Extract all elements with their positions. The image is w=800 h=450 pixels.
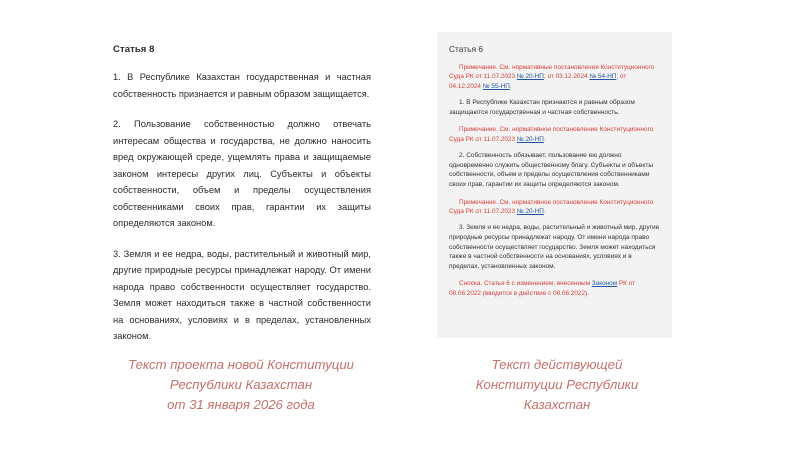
- left-paragraph-1: 1. В Республике Казахстан государственная и частная собственность признается и равным образом защищается.: [113, 72, 371, 99]
- legal-text-segment: РК от 08.06.2022 (вводится в действие с 08.06.2022).: [449, 280, 636, 297]
- legal-text-segment: Примечание. См. нормативное постановление Конституционного Суда РК от 11.07.2023: [449, 198, 654, 215]
- left-paragraph-3: 3. Земля и ее недра, воды, растительный и животный мир, другие природные ресурсы принадлежат народу. От имени народа право собственности осуществляет государство. Земля может находиться также в частной собственности на основаниях, условиях и в пределах, установленных законом.: [113, 248, 371, 341]
- legal-text-segment: Примечание. См. нормативное постановление Конституционного Суда РК от 11.07.2023: [449, 126, 654, 143]
- legal-note-3: [449, 125, 660, 144]
- legal-reference-link[interactable]: № 20-НП: [516, 135, 544, 143]
- legal-text-segment: .: [543, 208, 546, 215]
- left-caption-line-1: Текст проекта новой Конституции: [127, 357, 355, 372]
- legal-note-1: [449, 63, 660, 91]
- right-caption-line-2: Конституции Республики: [475, 377, 639, 392]
- right-blocks-container: [449, 63, 660, 298]
- legal-paragraph-4: [449, 151, 660, 189]
- legal-text-segment: ; от 04.12.2024: [449, 73, 627, 90]
- legal-reference-link[interactable]: № 20-НП: [516, 208, 544, 215]
- legal-text-segment: 2. Собственность обязывает, пользование ею должно одновременно служить общественному благу. Субъекты и объекты собственности, объем и пределы осуществления собственниками своих прав, гарантии их защиты определяются законом.: [449, 152, 653, 188]
- legal-paragraph-6: [449, 223, 660, 271]
- legal-text-segment: .: [509, 82, 512, 90]
- legal-reference-link[interactable]: № 20-НП: [516, 73, 544, 81]
- left-article-heading: Статья 8: [113, 44, 155, 55]
- legal-text-segment: .: [543, 135, 546, 143]
- right-article-heading: Статья 6: [449, 44, 483, 54]
- legal-note-5: [449, 198, 660, 217]
- legal-paragraph-2: [449, 98, 660, 117]
- legal-text-segment: 3. Земля и ее недра, воды, растительный и животный мир, другие природные ресурсы принадлежат народу. От имени народа право собственности осуществляет государство. Земля может находиться также в частной собственности на основаниях, условиях и в пределах, установленных законом.: [449, 224, 660, 270]
- left-caption-line-2: Республики Казахстан: [169, 377, 313, 392]
- right-caption-line-1: Текст действующей: [491, 357, 623, 372]
- left-caption-line-3: от 31 января 2026 года: [167, 397, 315, 412]
- right-document-panel: [437, 32, 672, 338]
- legal-reference-link[interactable]: № 55-НП: [482, 82, 510, 90]
- left-caption: [96, 355, 386, 415]
- legal-text-segment: ; от 03.12.2024: [543, 73, 590, 81]
- legal-text-segment: Примечание. См. нормативные постановления Конституционного Суда РК от 11.07.2023: [449, 64, 655, 81]
- right-caption: [432, 355, 682, 415]
- legal-text-segment: 1. В Республике Казахстан признаются и равным образом защищаются государственная и частная собственность.: [449, 99, 635, 116]
- legal-footnote-7: [449, 279, 660, 298]
- left-paragraph-2: 2. Пользование собственностью должно отвечать интересам общества и государства, не должно наносить вред окружающей среде, ущемлять права и защищаемые законом интересы других лиц. Субъекты и объекты собственности, объем и пределы осуществления собственниками своих прав, гарантии их защиты определяются законом.: [113, 119, 371, 228]
- legal-text-segment: Сноска. Статья 6 с изменением, внесенным: [459, 280, 592, 288]
- legal-reference-link[interactable]: Законом: [591, 280, 618, 288]
- right-caption-line-3: Казахстан: [523, 397, 591, 412]
- left-document-column: [113, 44, 371, 345]
- legal-reference-link[interactable]: № 54-НП: [589, 73, 617, 81]
